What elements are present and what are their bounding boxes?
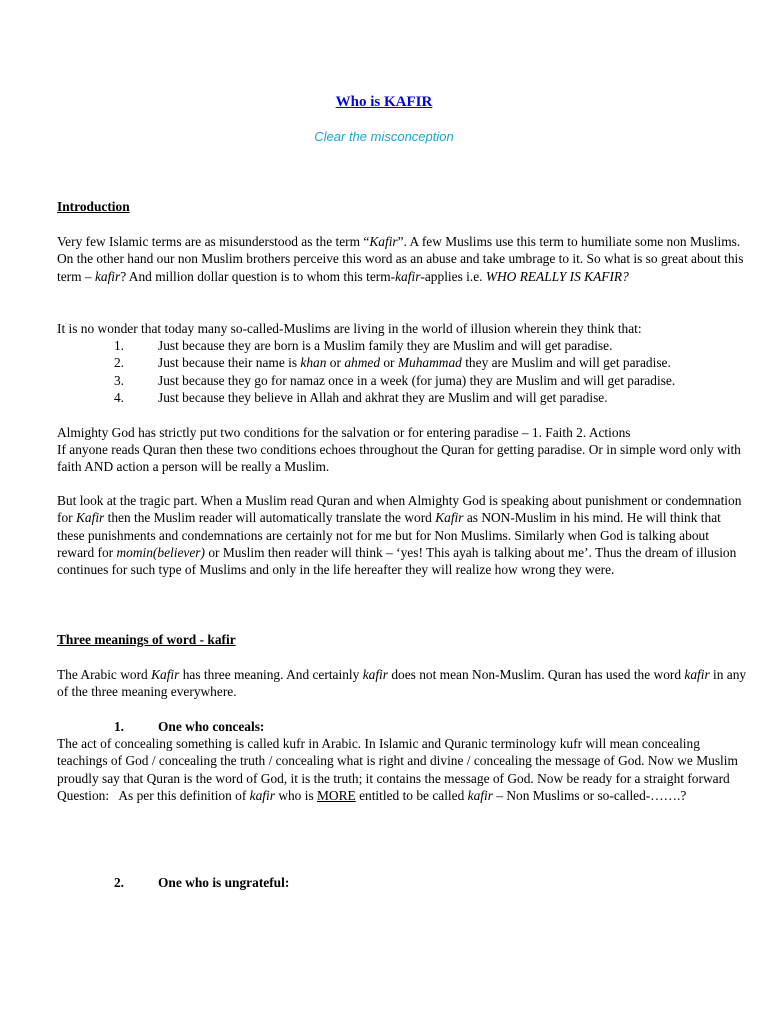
text-run-italic: Kafir <box>369 234 398 249</box>
text-run-italic: Kafir <box>151 667 180 682</box>
intro-paragraph-1 <box>57 233 747 285</box>
text-run: Very few Islamic terms are as misunderstood as the term “ <box>57 234 370 249</box>
text-run-italic: Muhammad <box>397 355 462 370</box>
intro-paragraph-4 <box>57 492 747 578</box>
text-run: as NON-Muslim in his mind. He will think that these punishments and condemnations are certainly not for me but for Non Muslims. Similarly when God is talking about reward for <box>57 510 721 560</box>
meaning-1-paragraph <box>57 735 747 804</box>
list-number: 4. <box>113 390 124 405</box>
text-run-underlined: MORE <box>317 787 356 803</box>
text-run-italic: khan <box>300 355 327 370</box>
document-subtitle: Clear the misconception <box>314 129 454 144</box>
text-run: does not mean Non-Muslim. Quran has used the word <box>387 667 685 682</box>
text-run: But look at the tragic part. When a Muslim read Quran and when Almighty God is speaking about punishment or condemnation for <box>57 493 742 526</box>
list-text: Just because they go for namaz once in a week (for juma) they are Muslim and will get paradise. <box>158 373 676 388</box>
text-run: or <box>326 355 345 370</box>
list-text <box>158 354 671 371</box>
introduction-section <box>57 198 747 215</box>
text-run: -applies i.e. <box>420 268 486 284</box>
text-run: who is <box>274 787 318 803</box>
meanings-section <box>57 631 747 648</box>
text-run: in any of the three meaning everywhere. <box>57 667 747 700</box>
text-run-italic: kafir <box>684 667 710 682</box>
list-number: 3. <box>113 373 124 388</box>
list-text: Just because they are born is a Muslim family they are Muslim and will get paradise. <box>158 338 613 353</box>
text-run-italic: kafir <box>249 787 275 803</box>
text-run: ”. A few Muslims use this term to humiliate some non Muslims. On the other hand our non Muslim brothers perceive this word as an abuse and take umbrage to it. So what is so great about this term – <box>57 234 744 284</box>
text-run: or Muslim then reader will think – ‘yes! This ayah is talking about me’. Thus the dream of illusion continues for such type of Muslims and only in the life hereafter they will realize how wrong they were. <box>57 544 737 578</box>
text-run: – Non Muslims or so-called-…….? <box>492 787 687 803</box>
text-run-italic: ahmed <box>344 355 381 370</box>
list-number: 1. <box>113 338 124 353</box>
text-run: The act of concealing something is called kufr in Arabic. In Islamic and Quranic terminology kufr will mean concealing teachings of God / concealing the truth / concealing what is right and divine / concealing the message of God. Now we Muslim proudly say that Quran is the word of God, it is the truth; it contains the message of God. Now be ready for a straight forward Question: As per this definition of <box>57 736 738 803</box>
text-run-italic: momin(believer) <box>116 544 205 560</box>
list-text: Just because they believe in Allah and akhrat they are Muslim and will get paradise. <box>158 390 608 405</box>
text-run-italic: Kafir <box>435 510 464 526</box>
meaning-title: One who conceals: <box>158 719 265 734</box>
introduction-heading: Introduction <box>57 199 130 214</box>
text-run: The Arabic word <box>57 667 152 682</box>
meanings-heading: Three meanings of word - kafir <box>57 632 236 647</box>
meaning-number: 2. <box>113 875 124 890</box>
text-run: entitled to be called <box>355 787 468 803</box>
meaning-number: 1. <box>113 719 124 734</box>
text-run: or <box>380 355 398 370</box>
meaning-title: One who is ungrateful: <box>158 875 290 890</box>
text-run-italic: kafir <box>467 787 493 803</box>
text-run: they are Muslim and will get paradise. <box>461 355 671 370</box>
text-run-italic: WHO REALLY IS KAFIR? <box>485 268 629 284</box>
text-run: has three meaning. And certainly <box>179 667 363 682</box>
text-run: then the Muslim reader will automatically translate the word <box>104 510 436 526</box>
text-run: Just because their name is <box>158 355 301 370</box>
intro-paragraph-3a: Almighty God has strictly put two conditions for the salvation or for entering paradise – 1. Faith 2. Actions <box>57 425 631 440</box>
intro-paragraph-2: It is no wonder that today many so-called-Muslims are living in the world of illusion wherein they think that: <box>57 321 642 336</box>
text-run-italic: kafir <box>395 268 421 284</box>
text-run: ? And million dollar question is to whom this term- <box>120 268 396 284</box>
text-run-italic: kafir <box>94 268 121 284</box>
meanings-paragraph <box>57 666 747 701</box>
intro-paragraph-3b: If anyone reads Quran then these two conditions echoes throughout the Quran for getting paradise. Or in simple word only with faith AND action a person will be really a Muslim. <box>57 442 741 475</box>
list-number: 2. <box>113 355 124 370</box>
text-run-italic: kafir <box>362 667 388 682</box>
text-run-italic: Kafir <box>75 510 105 526</box>
document-title: Who is KAFIR <box>335 94 433 110</box>
